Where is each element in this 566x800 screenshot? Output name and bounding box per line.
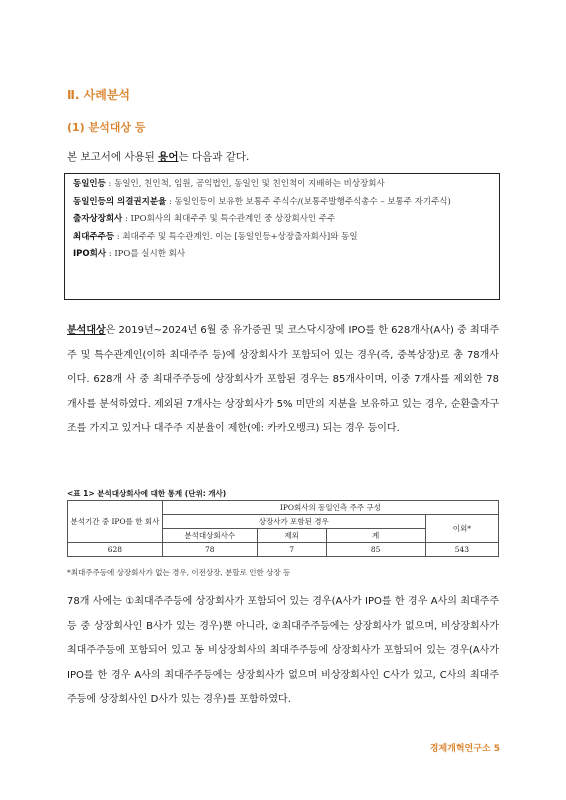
table-footnote: *최대주주등에 상장회사가 없는 경우, 이전상장, 분할로 인한 상장 등 <box>67 568 291 577</box>
term-item <box>73 213 491 227</box>
statistics-table <box>67 500 499 557</box>
intro-sentence <box>67 149 249 164</box>
col-header-ipo-companies: 분석기간 중 IPO를 한 회사 <box>68 501 163 543</box>
table-cell: 7 <box>257 543 326 557</box>
term-item <box>73 248 491 262</box>
term-item <box>73 196 491 210</box>
table-cell: 543 <box>425 543 498 557</box>
subsection-title: (1) 분석대상 등 <box>67 121 146 134</box>
page-number: 5 <box>493 744 500 754</box>
intro-term: 용어 <box>158 151 179 163</box>
term-desc: : IPO를 실시한 회사 <box>106 249 186 259</box>
term-name: 최대주주등 <box>73 231 115 242</box>
term-name: IPO회사 <box>73 249 107 259</box>
sub-header-target: 분석대상회사수 <box>162 529 257 543</box>
section-title: Ⅱ. 사례분석 <box>67 88 131 102</box>
table-cell: 78 <box>162 543 257 557</box>
term-name: 동일인등의 의결권지분율 <box>73 196 167 207</box>
paragraph-lead-term: 분석대상 <box>67 325 106 336</box>
footer-org: 경제개혁연구소 <box>429 744 491 754</box>
sub-header-total: 계 <box>326 529 425 543</box>
table-cell: 85 <box>326 543 425 557</box>
group-header: IPO회사의 동일인측 주주 구성 <box>162 501 498 515</box>
term-desc: : IPO회사의 최대주주 및 특수관계인 중 상장회사인 주주 <box>122 214 336 224</box>
term-name: 동일인등 <box>73 179 106 189</box>
intro-before: 본 보고서에 사용된 <box>67 151 159 163</box>
sample-description-paragraph: 78개 사에는 ①최대주주등에 상장회사가 포함되어 있는 경우(A사가 IPO를 한 경우 A사의 최대주주등 중 상장회사인 B사가 있는 경우)뿐 아니라, ②최대주주등에는 상장회사가 없으며, 비상장회사가 최대주주등에 포함되어 있고 동 비상장회사의 최대주주등에 상장회사가 포함되어 있는 경우(A사가 IPO를 한 경우 A사의 최대주주등에는 상장회사가 없으며 비상장회사인 C사가 있고, C사의 최대주주등에 상장회사인 D사가 있는 경우)를 포함하였다. <box>67 596 499 705</box>
analysis-target-paragraph <box>67 319 499 442</box>
table-caption: <표 1> 분석대상회사에 대한 통계 (단위: 개사) <box>67 489 227 498</box>
term-item <box>73 178 491 192</box>
term-desc: : 최대주주 및 특수관계인. 이는 [동일인등+상장출자회사]와 동일 <box>114 231 358 242</box>
page-footer <box>430 741 500 754</box>
term-desc: : 동일인등이 보유한 보통주 주식수/(보통주발행주식총수 – 보통주 자기주식) <box>166 196 451 207</box>
paragraph-text: 은 2019년~2024년 6월 중 유가증권 및 코스닥시장에 IPO를 한 628개사(A사) 중 최대주주 및 특수관계인(이하 최대주주 등)에 상장회사가 포함되어 있는 경우(즉, 중복상장)로 총 78개사이다. 628개 사 중 최대주주등에 상장회사가 포함된 경우는 85개사이며, 이중 7개사를 제외한 78개사를 분석하였다. 제외된 7개사는 상장회사가 5% 미만의 지분을 보유하고 있는 경우, 순환출자구조를 가지고 있거나 대주주 지분율이 제한(예: 카카오뱅크) 되는 경우 등이다. <box>67 325 499 434</box>
other-header: 이외* <box>425 515 498 543</box>
intro-after: 는 다음과 같다. <box>178 151 250 163</box>
table-cell: 628 <box>68 543 163 557</box>
term-item <box>73 231 491 245</box>
term-name: 출자상장회사 <box>73 214 123 224</box>
sub-header-excluded: 제외 <box>257 529 326 543</box>
table-row <box>68 543 499 557</box>
term-desc: : 동일인, 친인척, 임원, 공익법인, 동일인 및 친인척이 지배하는 비상장회사 <box>105 179 385 189</box>
subgroup-header: 상장사가 포함된 경우 <box>162 515 425 529</box>
terminology-box <box>64 173 500 300</box>
